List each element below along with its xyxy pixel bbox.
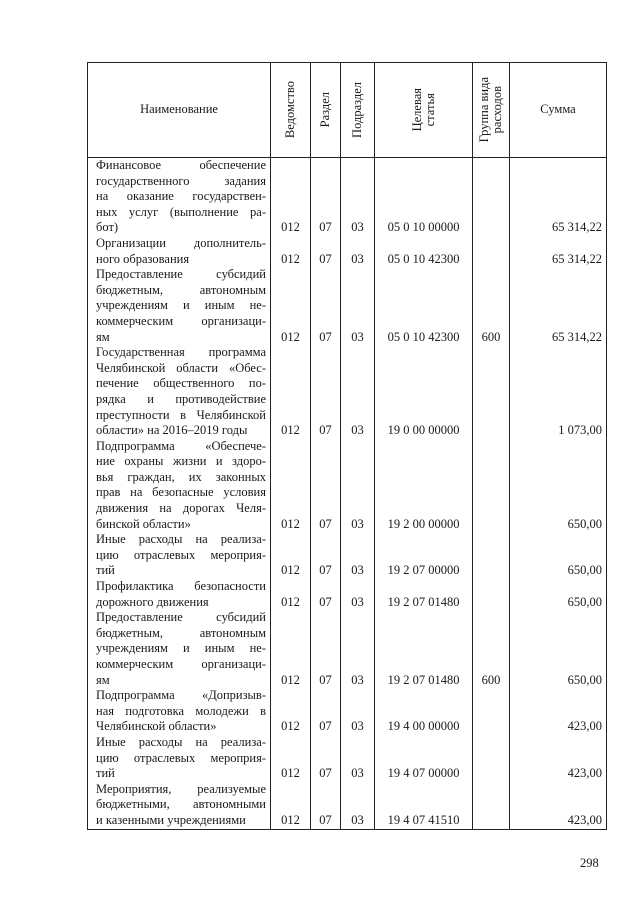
header-dept: Ведомство [271, 63, 311, 158]
row-sum: 650,00 [510, 579, 607, 610]
row-name-line: Финансовое обеспечение [96, 158, 266, 172]
row-name [88, 267, 271, 345]
page-number: 298 [580, 856, 599, 870]
row-name-line: бюджетным, автономным [96, 625, 266, 640]
header-sum: Сумма [510, 63, 607, 158]
row-name [88, 688, 271, 735]
row-name-line: вья граждан, их законных [96, 469, 266, 484]
table-row [88, 267, 607, 345]
row-target-article: 19 4 07 41510 [375, 782, 473, 829]
row-subsection: 03 [341, 439, 375, 533]
table-row [88, 610, 607, 688]
row-name-line: государственного задания [96, 173, 266, 188]
row-name-line: Иные расходы на реализа- [96, 734, 266, 749]
header-section: Раздел [311, 63, 341, 158]
row-name-line: печение общественного по- [96, 376, 266, 391]
row-name-line: ного образования [96, 251, 190, 266]
row-section: 07 [311, 532, 341, 579]
row-target-article: 05 0 10 00000 [375, 158, 473, 236]
row-dept: 012 [271, 345, 311, 439]
row-name-line: Челябинской области «Обес- [96, 360, 266, 375]
row-expense-group [473, 236, 510, 267]
row-dept: 012 [271, 688, 311, 735]
row-name [88, 610, 271, 688]
row-section: 07 [311, 439, 341, 533]
row-name-line: Предоставление субсидий [96, 610, 266, 625]
row-name [88, 345, 271, 439]
row-name-line: учреждениям и иным не- [96, 298, 266, 313]
row-name-line: прав на безопасные условия [96, 485, 266, 500]
header-name: Наименование [88, 63, 271, 158]
row-subsection: 03 [341, 345, 375, 439]
table-row [88, 782, 607, 829]
row-expense-group [473, 579, 510, 610]
row-subsection: 03 [341, 267, 375, 345]
table-row [88, 579, 607, 610]
header-target-line1: Целевая [409, 88, 424, 132]
row-subsection: 03 [341, 532, 375, 579]
row-dept: 012 [271, 439, 311, 533]
header-target-article [375, 63, 473, 158]
row-dept: 012 [271, 735, 311, 782]
row-name-line: тий [96, 563, 115, 578]
row-name-line: ная подготовка молодежи в [96, 703, 266, 718]
row-name-line: цию отраслевых мероприя- [96, 547, 266, 562]
row-sum: 65 314,22 [510, 236, 607, 267]
row-section: 07 [311, 579, 341, 610]
row-name-line: ние охраны жизни и здоро- [96, 454, 266, 469]
row-section: 07 [311, 158, 341, 236]
row-expense-group [473, 345, 510, 439]
row-section: 07 [311, 267, 341, 345]
row-sum: 1 073,00 [510, 345, 607, 439]
row-sum: 423,00 [510, 688, 607, 735]
row-name-line: цию отраслевых мероприя- [96, 750, 266, 765]
row-target-article: 05 0 10 42300 [375, 236, 473, 267]
row-subsection: 03 [341, 579, 375, 610]
row-sum: 650,00 [510, 610, 607, 688]
row-name-line: Государственная программа [96, 345, 266, 360]
row-name [88, 158, 271, 236]
row-expense-group [473, 735, 510, 782]
header-target-line2: статья [422, 93, 437, 127]
row-target-article: 19 4 00 00000 [375, 688, 473, 735]
row-subsection: 03 [341, 610, 375, 688]
row-section: 07 [311, 345, 341, 439]
table-header-row [88, 63, 607, 158]
row-name-line: Иные расходы на реализа- [96, 532, 266, 547]
row-name-line: бюджетным, автономным [96, 282, 266, 297]
budget-table [87, 62, 607, 830]
table-row [88, 236, 607, 267]
row-subsection: 03 [341, 688, 375, 735]
row-section: 07 [311, 688, 341, 735]
row-dept: 012 [271, 532, 311, 579]
row-name-line: коммерческим организаци- [96, 657, 266, 671]
row-subsection: 03 [341, 236, 375, 267]
row-name [88, 236, 271, 267]
row-name-line: ных услуг (выполнение ра- [96, 204, 266, 219]
row-sum: 650,00 [510, 532, 607, 579]
table-row [88, 688, 607, 735]
row-dept: 012 [271, 158, 311, 236]
row-dept: 012 [271, 267, 311, 345]
row-subsection: 03 [341, 735, 375, 782]
table-row [88, 439, 607, 533]
row-target-article: 19 4 07 00000 [375, 735, 473, 782]
header-subsection: Подраздел [341, 63, 375, 158]
row-dept: 012 [271, 579, 311, 610]
row-sum: 423,00 [510, 735, 607, 782]
header-expense-group [473, 63, 510, 158]
row-section: 07 [311, 735, 341, 782]
row-name-line: Организации дополнитель- [96, 235, 266, 250]
row-name-line: бинской области» [96, 516, 191, 531]
row-expense-group: 600 [473, 267, 510, 345]
table-row [88, 158, 607, 236]
row-name-line: бюджетными, автономными [96, 797, 266, 812]
row-name-line: Подпрограмма «Допризыв- [96, 688, 266, 703]
row-expense-group: 600 [473, 610, 510, 688]
table-row [88, 735, 607, 782]
row-expense-group [473, 158, 510, 236]
row-name-line: и казенными учреждениями [96, 812, 246, 827]
row-name-line: Профилактика безопасности [96, 579, 266, 594]
row-target-article: 19 0 00 00000 [375, 345, 473, 439]
header-group-line1: Группа вида [477, 77, 491, 143]
row-section: 07 [311, 236, 341, 267]
row-name-line: ям [96, 329, 110, 344]
budget-table-sheet [87, 62, 606, 830]
row-name-line: ям [96, 672, 110, 687]
row-name-line: Челябинской области» [96, 719, 217, 734]
row-name-line: Подпрограмма «Обеспече- [96, 438, 266, 453]
row-sum: 423,00 [510, 782, 607, 829]
row-section: 07 [311, 610, 341, 688]
row-name-line: учреждениям и иным не- [96, 641, 266, 656]
row-name-line: области» на 2016–2019 годы [96, 423, 248, 438]
row-name-line: тий [96, 766, 115, 781]
row-target-article: 19 2 07 01480 [375, 579, 473, 610]
row-name [88, 532, 271, 579]
row-name-line: на оказание государствен- [96, 189, 266, 204]
row-expense-group [473, 688, 510, 735]
row-name [88, 782, 271, 829]
row-name [88, 735, 271, 782]
table-body [88, 158, 607, 830]
table-row [88, 345, 607, 439]
row-name-line: бот) [96, 220, 119, 235]
row-target-article: 19 2 07 00000 [375, 532, 473, 579]
row-name-line: преступности в Челябинской [96, 407, 266, 422]
row-dept: 012 [271, 782, 311, 829]
row-name-line: дорожного движения [96, 594, 209, 609]
row-target-article: 19 2 00 00000 [375, 439, 473, 533]
row-name-line: коммерческим организаци- [96, 313, 266, 328]
row-sum: 650,00 [510, 439, 607, 533]
header-group-line2: расходов [490, 86, 504, 134]
row-expense-group [473, 782, 510, 829]
row-subsection: 03 [341, 158, 375, 236]
row-target-article: 05 0 10 42300 [375, 267, 473, 345]
table-row [88, 532, 607, 579]
row-expense-group [473, 532, 510, 579]
row-expense-group [473, 439, 510, 533]
row-name-line: Мероприятия, реализуемые [96, 781, 266, 796]
row-name-line: Предоставление субсидий [96, 267, 266, 282]
row-target-article: 19 2 07 01480 [375, 610, 473, 688]
row-subsection: 03 [341, 782, 375, 829]
row-section: 07 [311, 782, 341, 829]
row-name-line: движения на дорогах Челя- [96, 501, 266, 516]
row-name [88, 579, 271, 610]
row-dept: 012 [271, 236, 311, 267]
row-sum: 65 314,22 [510, 267, 607, 345]
row-sum: 65 314,22 [510, 158, 607, 236]
row-name-line: рядка и противодействие [96, 391, 266, 406]
row-name [88, 439, 271, 533]
row-dept: 012 [271, 610, 311, 688]
